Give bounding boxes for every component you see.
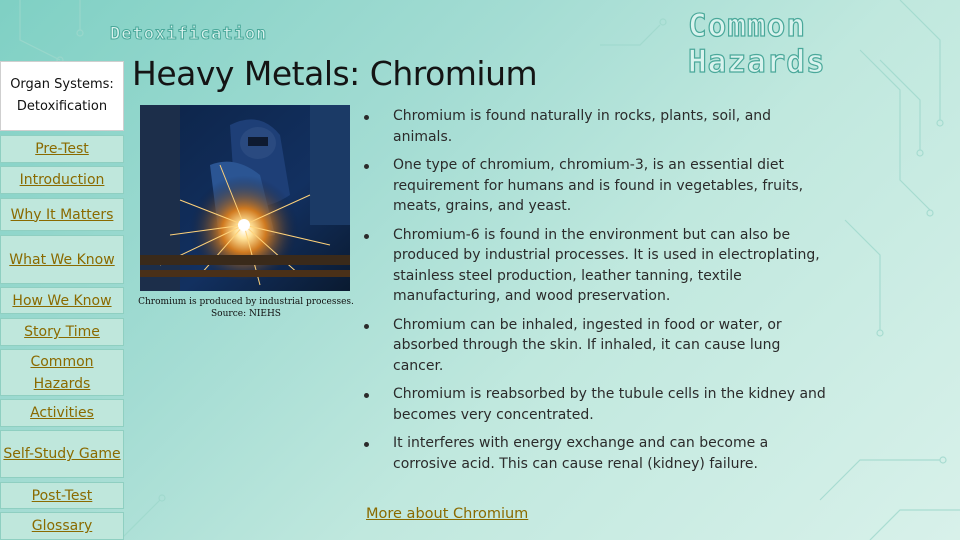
nav-why-it-matters[interactable]: Why It Matters [0,198,124,231]
bullet-dot-icon [364,115,369,120]
nav-post-test[interactable]: Post-Test [0,482,124,509]
image-caption: Chromium is produced by industrial processes. Source: NIEHS [138,297,354,319]
hazard-title: Common Hazards [688,8,826,80]
bullet-text: One type of chromium, chromium-3, is an essential diet requirement for humans and is found in vegetables, fruits, meats, grains, and yeast. [393,157,804,214]
bullet-dot-icon [364,324,369,329]
nav-activities[interactable]: Activities [0,399,124,427]
bullet-text: Chromium is found naturally in rocks, plants, soil, and animals. [393,108,772,145]
bullet-item [364,225,834,307]
page-title: Heavy Metals: Chromium [132,54,538,93]
sidebar-nav [0,61,125,540]
section-title: Detoxification [110,24,268,44]
bullet-dot-icon [364,442,369,447]
bullet-dot-icon [364,234,369,239]
bullet-item [364,384,834,425]
bullet-item [364,155,834,217]
bullet-item [364,315,834,377]
bullet-list [364,106,834,482]
welding-photo [140,105,350,291]
nav-pre-test[interactable]: Pre-Test [0,135,124,163]
bullet-dot-icon [364,164,369,169]
more-about-chromium-link[interactable]: More about Chromium [366,506,529,522]
nav-introduction[interactable]: Introduction [0,166,124,194]
nav-glossary[interactable]: Glossary [0,512,124,540]
bullet-text: Chromium can be inhaled, ingested in food or water, or absorbed through the skin. If inhaled, it can cause lung cancer. [393,316,782,374]
nav-self-study-game[interactable]: Self-Study Game [0,430,124,478]
nav-story-time[interactable]: Story Time [0,318,124,346]
bullet-text: Chromium is reabsorbed by the tubule cells in the kidney and becomes very concentrated. [393,386,826,423]
bullet-text: Chromium-6 is found in the environment but can also be produced by industrial processes. It is used in electroplating, stainless steel production, leather tanning, textile manufacturing, and wood preservation. [393,226,820,304]
sidebar-header: Organ Systems: Detoxification [0,61,124,131]
bullet-text: It interferes with energy exchange and can become a corrosive acid. This can cause renal (kidney) failure. [393,435,769,472]
bullet-dot-icon [364,393,369,398]
bullet-item [364,433,834,474]
nav-common-hazards[interactable]: Common Hazards [0,349,124,396]
nav-what-we-know[interactable]: What We Know [0,235,124,284]
bullet-item [364,106,834,147]
nav-how-we-know[interactable]: How We Know [0,287,124,314]
